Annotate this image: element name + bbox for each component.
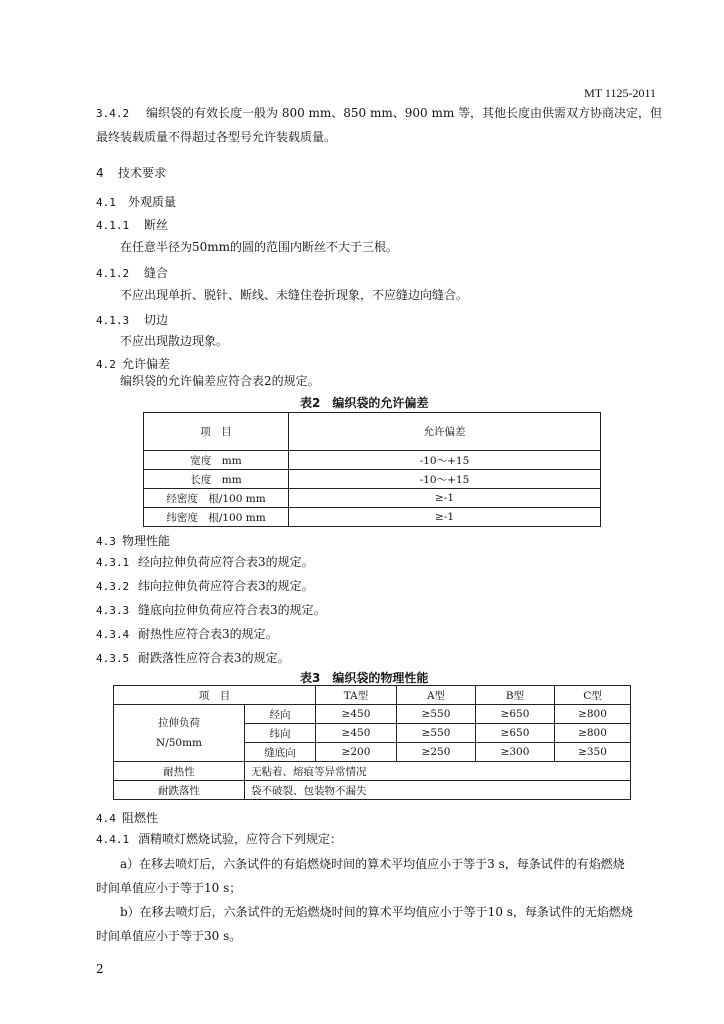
table-cell: -10～+15 [289, 451, 601, 470]
table-cell: 经密度 根/100 mm [144, 489, 289, 508]
table-header-row [144, 413, 601, 451]
section-4-2-heading [96, 355, 170, 372]
section-4-1-heading [96, 193, 176, 210]
section-number: 4.1.3 [96, 314, 130, 327]
item-b-line-2: 时间单值应小于等于30 s。 [96, 929, 242, 943]
table-cell: ≥250 [397, 743, 476, 762]
clause-text: 纬向拉伸负荷应符合表3的规定。 [138, 579, 314, 593]
table-header-row [114, 686, 631, 705]
table-row [114, 762, 631, 781]
section-4-1-2-heading [96, 264, 168, 281]
table-cell: ≥550 [397, 705, 476, 724]
item-a-line-1: a）在移去喷灯后，六条试件的有焰燃烧时间的算术平均值应小于等于3 s，每条试件的有焰燃烧 [120, 857, 625, 871]
clause-number: 4.3.2 [96, 580, 130, 593]
table-3-caption: 表3 编织袋的物理性能 [300, 671, 429, 685]
section-4-4-heading [96, 809, 158, 826]
group-label: 拉伸负荷 [158, 717, 200, 729]
item-b-line-1: b）在移去喷灯后，六条试件的无焰燃烧时间的算术平均值应小于等于10 s，每条试件的无焰燃烧 [120, 905, 633, 919]
table-cell: ≥450 [316, 724, 397, 743]
clause-text: 耐跌落性应符合表3的规定。 [138, 651, 290, 665]
header-cell: 项 目 [144, 413, 289, 451]
header-cell: TA型 [316, 686, 397, 705]
clause-4-3-1 [96, 555, 314, 570]
section-title: 技术要求 [118, 166, 167, 180]
table-cell: ≥300 [476, 743, 555, 762]
clause-4-3-5 [96, 651, 290, 666]
clause-4-3-2 [96, 579, 314, 594]
clause-number: 4.4.1 [96, 833, 130, 846]
table-cell: 耐跌落性 [114, 781, 245, 800]
table-cell: 耐热性 [114, 762, 245, 781]
clause-text: 酒精喷灯燃烧试验，应符合下列规定： [138, 832, 343, 846]
clause-number: 4.3.4 [96, 628, 130, 641]
clause-number: 3.4.2 [96, 107, 130, 120]
section-4-3-heading [96, 532, 170, 549]
section-title: 允许偏差 [122, 357, 171, 371]
table-cell: 宽度 mm [144, 451, 289, 470]
table-row [114, 781, 631, 800]
clause-4-3-4 [96, 627, 278, 642]
header-cell: 允许偏差 [289, 413, 601, 451]
table-cell: 纬密度 根/100 mm [144, 508, 289, 527]
header-cell: C型 [555, 686, 631, 705]
section-title: 断丝 [144, 218, 169, 232]
section-number: 4.1 [96, 196, 116, 209]
table-row [144, 489, 601, 508]
clause-text: 耐热性应符合表3的规定。 [138, 627, 278, 641]
clause-4-1-2-text: 不应出现单折、脱针、断线、未缝住卷折现象，不应缝边向缝合。 [120, 288, 469, 302]
table-cell: 长度 mm [144, 470, 289, 489]
section-number: 4.2 [96, 358, 116, 371]
section-title: 缝合 [144, 266, 169, 280]
section-4-1-3-heading [96, 311, 168, 328]
section-4-1-1-heading [96, 216, 168, 233]
section-number: 4 [96, 166, 104, 180]
header-cell: B型 [476, 686, 555, 705]
section-title: 切边 [144, 313, 169, 327]
table-cell: ≥-1 [289, 508, 601, 527]
table-cell: -10～+15 [289, 470, 601, 489]
table-cell: ≥650 [476, 724, 555, 743]
section-title: 物理性能 [122, 534, 171, 548]
section-number: 4.1.1 [96, 219, 130, 232]
clause-4-1-3-text: 不应出现散边现象。 [120, 334, 229, 348]
clause-4-3-3 [96, 603, 326, 618]
table-2-caption: 表2 编织袋的允许偏差 [300, 396, 429, 410]
table-cell: 经向 [245, 705, 316, 724]
table-cell: ≥450 [316, 705, 397, 724]
group-cell [114, 705, 245, 762]
header-cell: A型 [397, 686, 476, 705]
clause-text: 编织袋的有效长度一般为 800 mm、850 mm、900 mm 等，其他长度由供需双方协商决定，但 [146, 106, 663, 120]
table-cell: ≥200 [316, 743, 397, 762]
standard-number: MT 1125-2011 [584, 86, 656, 100]
page-number: 2 [96, 962, 104, 976]
section-number: 4.4 [96, 812, 116, 825]
table-cell: ≥350 [555, 743, 631, 762]
table-row [144, 508, 601, 527]
table-cell: ≥650 [476, 705, 555, 724]
clause-3-4-2 [96, 106, 662, 121]
table-row [144, 470, 601, 489]
clause-text: 经向拉伸负荷应符合表3的规定。 [138, 555, 314, 569]
clause-text: 缝底向拉伸负荷应符合表3的规定。 [138, 603, 326, 617]
group-unit: N/50mm [156, 737, 202, 749]
section-title: 阻燃性 [122, 811, 159, 825]
section-4-heading [96, 164, 166, 181]
clause-number: 4.3.1 [96, 556, 130, 569]
table-cell: 袋不破裂、包装物不漏失 [245, 781, 631, 800]
table-cell: 缝底向 [245, 743, 316, 762]
section-number: 4.3 [96, 535, 116, 548]
item-a-line-2: 时间单值应小于等于10 s； [96, 881, 242, 895]
table-2 [143, 412, 601, 527]
header-cell: 项 目 [114, 686, 316, 705]
table-cell: ≥-1 [289, 489, 601, 508]
table-cell: 无粘着、熔痕等异常情况 [245, 762, 631, 781]
table-cell: ≥800 [555, 705, 631, 724]
clause-4-4-1 [96, 832, 342, 847]
table-row [114, 705, 631, 724]
table-cell: ≥550 [397, 724, 476, 743]
clause-number: 4.3.3 [96, 604, 130, 617]
table-3 [113, 685, 631, 800]
clause-4-2-text: 编织袋的允许偏差应符合表2的规定。 [120, 374, 320, 388]
table-cell: ≥800 [555, 724, 631, 743]
table-cell: 纬向 [245, 724, 316, 743]
clause-3-4-2-continued: 最终装载质量不得超过各型号允许装载质量。 [96, 130, 337, 144]
table-row [144, 451, 601, 470]
section-title: 外观质量 [128, 195, 177, 209]
clause-number: 4.3.5 [96, 652, 130, 665]
section-number: 4.1.2 [96, 267, 130, 280]
clause-4-1-1-text: 在任意半径为50mm的圆的范围内断丝不大于三根。 [120, 240, 399, 254]
